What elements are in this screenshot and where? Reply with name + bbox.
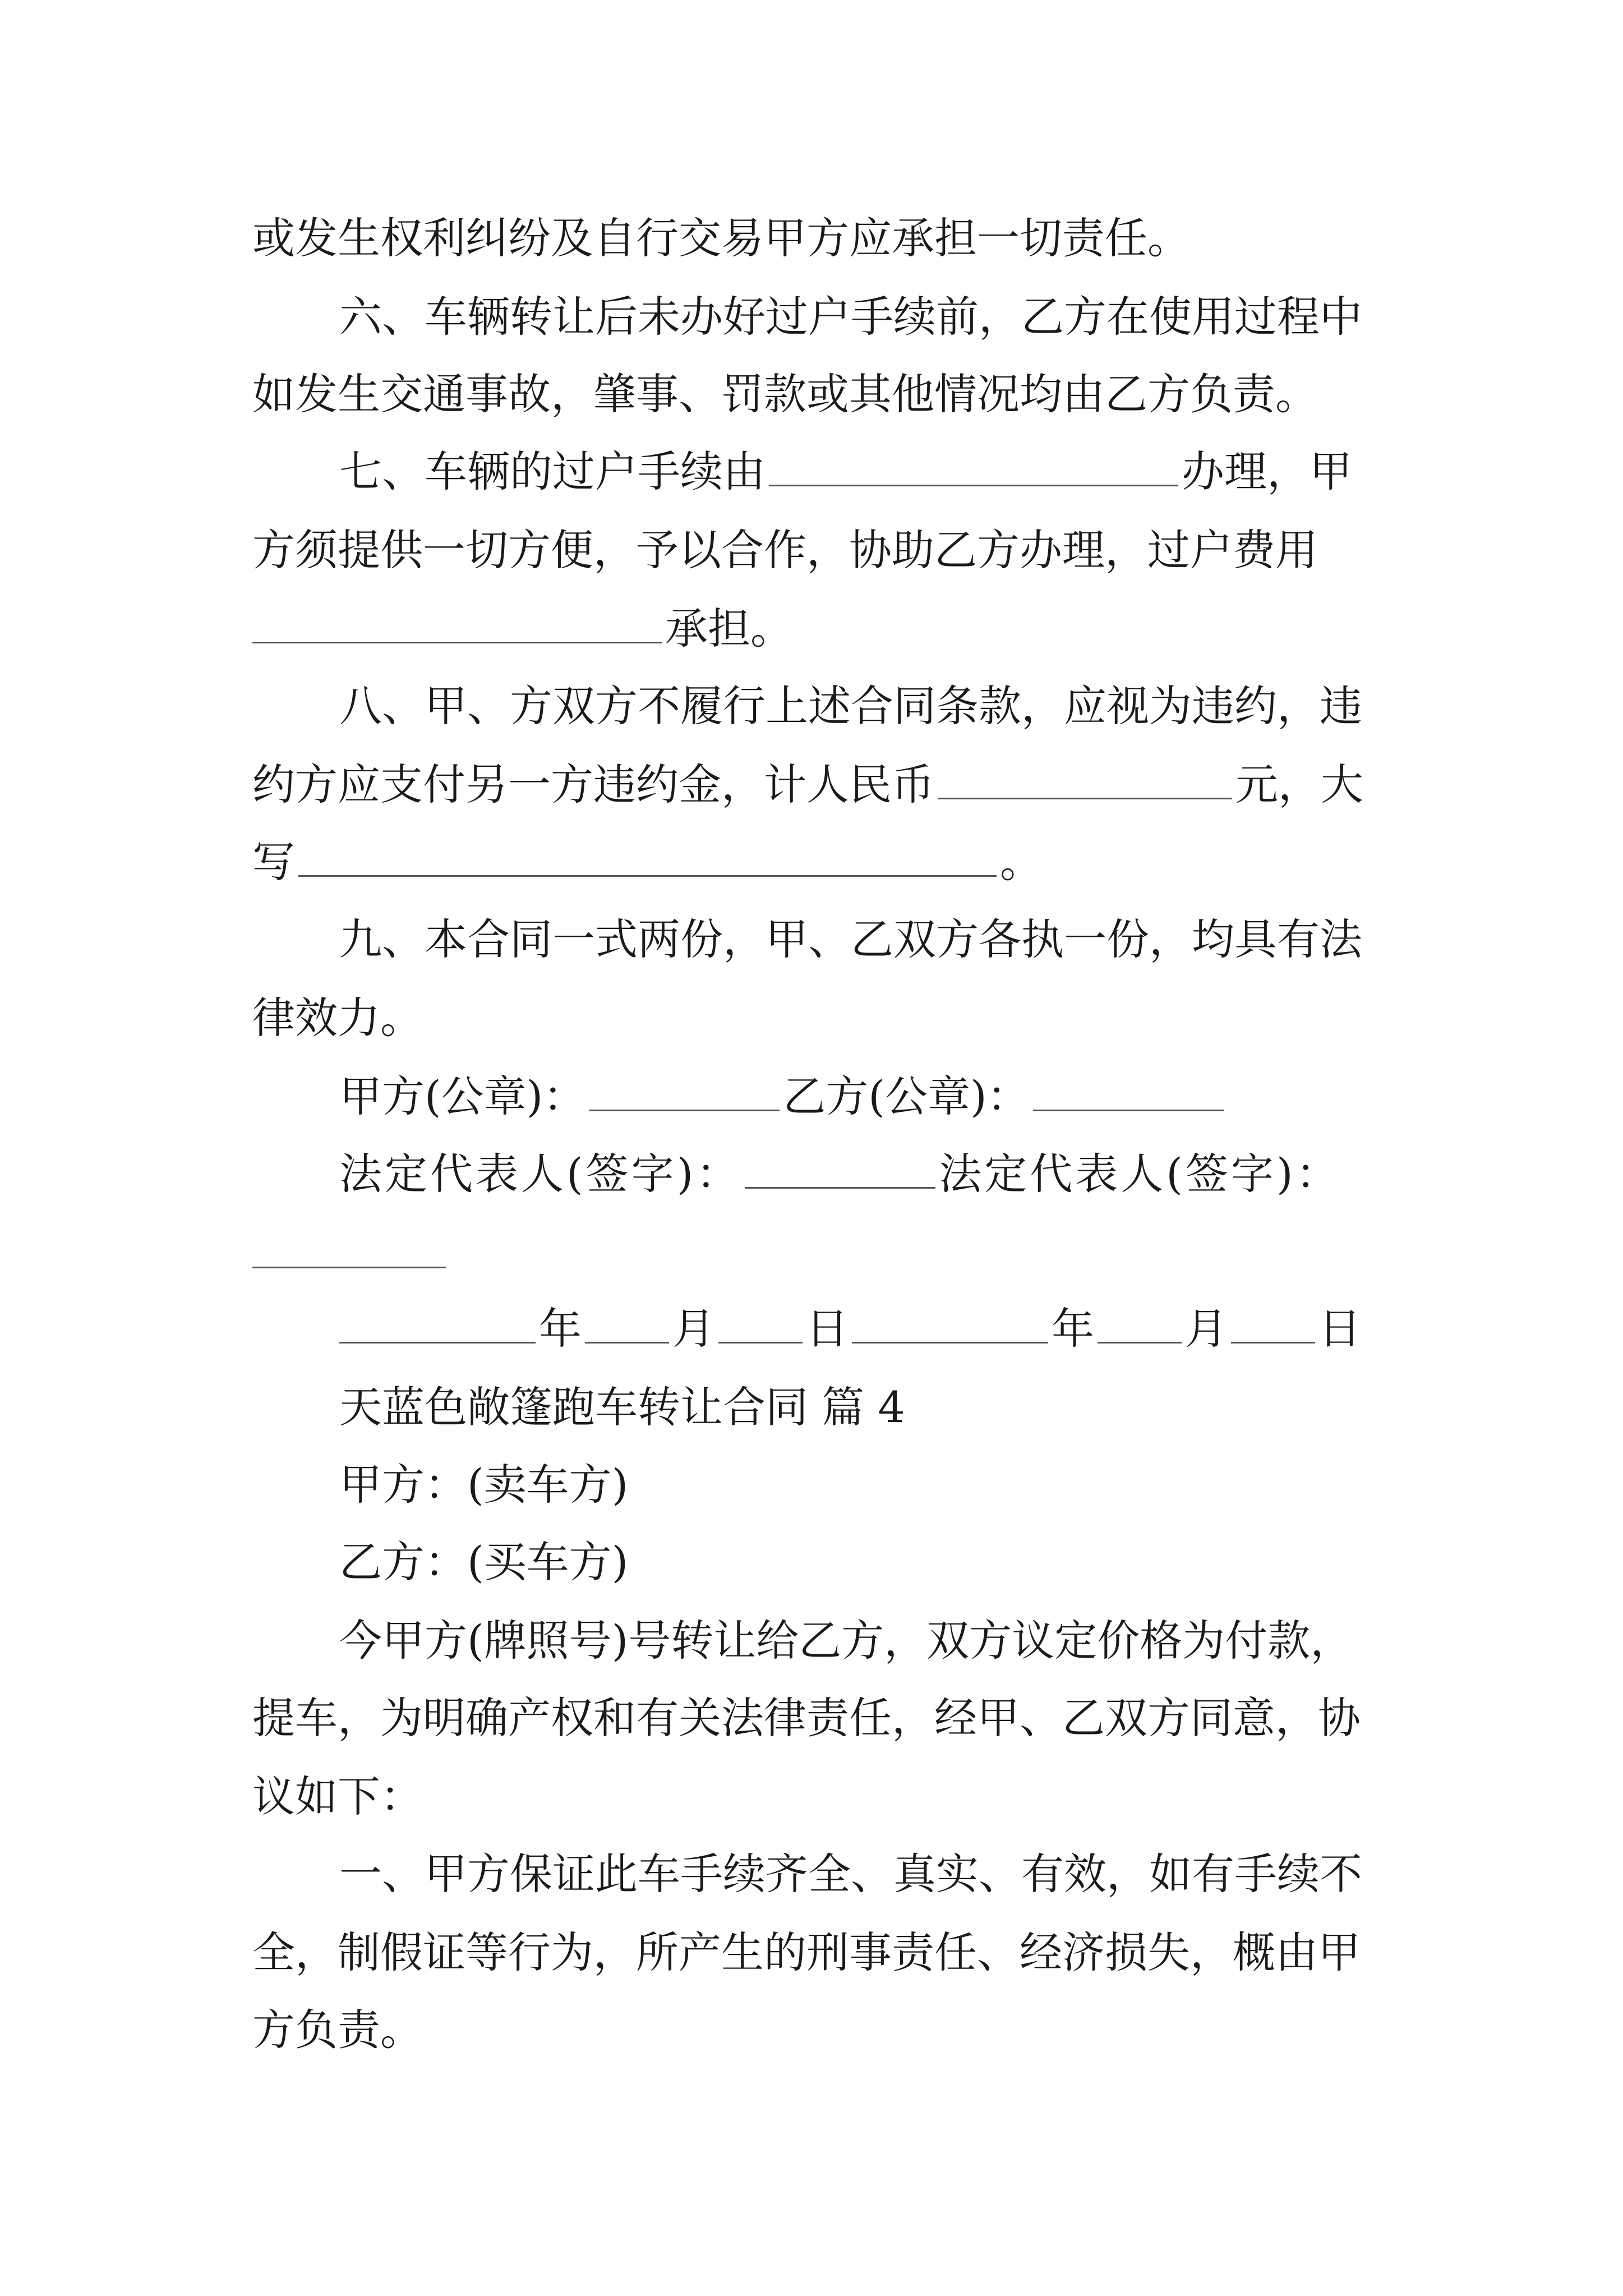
party-a-seal-blank[interactable] bbox=[589, 1073, 780, 1111]
party-a-seal-label: 甲方(公章)： bbox=[339, 1071, 586, 1121]
party-a-month-blank[interactable] bbox=[585, 1305, 669, 1343]
paragraph-line: 律效力。 bbox=[252, 993, 423, 1043]
party-b-rep-line bbox=[252, 1215, 449, 1292]
party-a-rep-blank[interactable] bbox=[745, 1150, 935, 1189]
section-heading: 天蓝色敞篷跑车转让合同 篇 4 bbox=[339, 1382, 905, 1432]
clause-seven-text: 七、车辆的过户手续由 bbox=[339, 447, 766, 496]
sentence-end: 。 bbox=[1000, 837, 1043, 887]
date-line bbox=[339, 1290, 1361, 1368]
day-label: 日 bbox=[806, 1304, 849, 1354]
penalty-text-end: 元，大 bbox=[1235, 760, 1363, 809]
party-a-rep-label: 法定代表人(签字)： bbox=[339, 1149, 742, 1199]
month-label: 月 bbox=[672, 1304, 715, 1354]
year-label: 年 bbox=[539, 1304, 582, 1354]
clause-seven-line bbox=[339, 433, 1352, 510]
paragraph-line: 方负责。 bbox=[252, 2005, 423, 2055]
paragraph-line bbox=[252, 590, 793, 668]
paragraph-line bbox=[252, 746, 1363, 823]
party-b-day-blank[interactable] bbox=[1231, 1305, 1315, 1343]
paragraph-line: 提车，为明确产权和有关法律责任，经甲、乙双方同意，协 bbox=[252, 1693, 1361, 1743]
party-b-rep-label: 法定代表人(签字)： bbox=[939, 1149, 1341, 1199]
party-b-rep-blank[interactable] bbox=[252, 1230, 446, 1268]
transfer-handler-blank[interactable] bbox=[769, 448, 1178, 486]
year-label: 年 bbox=[1052, 1304, 1094, 1354]
paragraph-line: 或发生权利纠纷及自行交易甲方应承担一切责任。 bbox=[252, 213, 1190, 263]
paragraph-line: 方须提供一切方便，予以合作，协助乙方办理，过户费用 bbox=[252, 525, 1318, 575]
paragraph-line: 如发生交通事故，肇事、罚款或其他情况均由乙方负责。 bbox=[252, 369, 1318, 419]
party-a-day-blank[interactable] bbox=[718, 1305, 803, 1343]
party-b-line: 乙方：(买车方) bbox=[339, 1537, 629, 1587]
day-label: 日 bbox=[1318, 1304, 1361, 1354]
party-b-seal-label: 乙方(公章)： bbox=[783, 1071, 1030, 1121]
penalty-amount-blank[interactable] bbox=[938, 761, 1232, 799]
penalty-text: 约方应支付另一方违约金，计人民币 bbox=[252, 760, 934, 809]
clause-eight-line: 八、甲、方双方不履行上述合同条款，应视为违约，违 bbox=[339, 681, 1362, 731]
clause-one-line: 一、甲方保证此车手续齐全、真实、有效，如有手续不 bbox=[339, 1849, 1362, 1899]
intro-line: 今甲方(牌照号)号转让给乙方，双方议定价格为付款， bbox=[339, 1616, 1353, 1665]
paragraph-line bbox=[252, 823, 1043, 901]
party-b-seal-blank[interactable] bbox=[1033, 1073, 1224, 1111]
fee-payer-blank[interactable] bbox=[252, 605, 662, 643]
clause-six-line: 六、车辆转让后未办好过户手续前，乙方在使用过程中 bbox=[339, 292, 1362, 342]
clause-nine-line: 九、本合同一式两份，甲、乙双方各执一份，均具有法 bbox=[339, 914, 1362, 964]
party-a-line: 甲方：(卖车方) bbox=[339, 1460, 629, 1510]
party-b-month-blank[interactable] bbox=[1098, 1305, 1182, 1343]
paragraph-line: 议如下： bbox=[252, 1772, 423, 1821]
clause-seven-text-end: 办理，甲 bbox=[1182, 447, 1352, 496]
uppercase-label: 写 bbox=[252, 837, 295, 887]
party-a-year-blank[interactable] bbox=[339, 1305, 536, 1343]
party-seal-line bbox=[339, 1058, 1227, 1135]
month-label: 月 bbox=[1185, 1304, 1228, 1354]
paragraph-line: 全，制假证等行为，所产生的刑事责任、经济损失，概由甲 bbox=[252, 1927, 1361, 1977]
penalty-uppercase-blank[interactable] bbox=[298, 838, 997, 877]
fee-payer-text: 承担。 bbox=[665, 604, 793, 654]
party-b-year-blank[interactable] bbox=[852, 1305, 1048, 1343]
representative-line bbox=[339, 1135, 1341, 1213]
